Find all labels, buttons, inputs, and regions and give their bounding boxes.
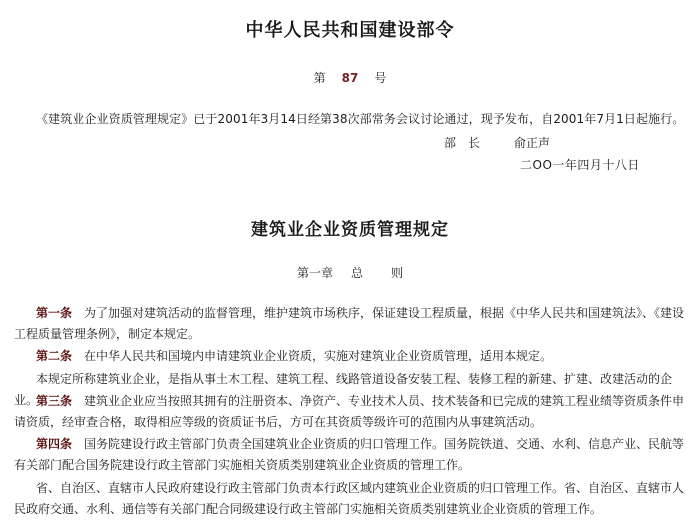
article-text: 在中华人民共和国境内申请建筑业企业资质，实施对建筑业企业资质管理，适用本规定。 xyxy=(84,349,553,363)
order-number-line xyxy=(0,69,700,86)
article-text: 为了加强对建筑活动的监督管理，维护建筑市场秩序，保证建设工程质量，根据《中华人民共和国建筑法》、《建设工程质量管理条例》，制定本规定。 xyxy=(14,306,685,341)
article-2-continuation: 本规定所称建筑业企业，是指从事土木工程、建筑工程、线路管道设备安装工程、装修工程的新建、扩建、改建活动的企业。 xyxy=(14,372,673,407)
article-label: 第二条 xyxy=(36,349,73,363)
article-4-continuation: 省、自治区、直辖市人民政府建设行政主管部门负责本行政区域内建筑业企业资质的归口管理工作。省、自治区、直辖市人民政府交通、水利、通信等有关部门配合同级建设行政主管部门实施相关资质类别建筑业企业资质的管理工作。 xyxy=(14,481,685,516)
minister-name: 俞正声 xyxy=(514,136,551,150)
order-number: 87 xyxy=(341,71,359,85)
chapter-heading xyxy=(0,264,700,281)
article-text: 国务院建设行政主管部门负责全国建筑业企业资质的归口管理工作。国务院铁道、交通、水利、信息产业、民航等有关部门配合国务院建设行政主管部门实施相关资质类别建筑业企业资质的管理工作。 xyxy=(14,437,685,472)
promulgation-statement: 《建筑业企业资质管理规定》已于2001年3月14日经第38次部常务会议讨论通过，现予发布，自2001年7月1日起施行。 xyxy=(36,112,685,126)
order-issuer-heading: 中华人民共和国建设部令 xyxy=(245,20,455,41)
article-label: 第一条 xyxy=(36,306,73,320)
order-number-suffix: 号 xyxy=(374,71,387,85)
article-4 xyxy=(14,434,690,476)
article-label: 第三条 xyxy=(36,394,73,408)
minister-signature xyxy=(444,134,550,151)
article-text: 建筑业企业应当按照其拥有的注册资本、净资产、专业技术人员、技术装备和已完成的建筑工程业绩等资质条件申请资质，经审查合格，取得相应等级的资质证书后，方可在其资质等级许可的范围内从事建筑活动。 xyxy=(14,394,685,429)
article-label: 第四条 xyxy=(36,437,73,451)
order-number-prefix: 第 xyxy=(313,71,326,85)
chapter-name-part-2: 则 xyxy=(391,266,404,280)
article-3 xyxy=(14,391,690,433)
minister-title: 部长 xyxy=(444,136,493,150)
order-date: 二OO一年四月十八日 xyxy=(520,158,640,172)
regulation-title: 建筑业企业资质管理规定 xyxy=(251,220,449,240)
chapter-name-part-1: 总 xyxy=(350,266,363,280)
chapter-number: 第一章 xyxy=(296,266,333,280)
article-2 xyxy=(14,346,690,367)
article-1 xyxy=(14,303,690,345)
